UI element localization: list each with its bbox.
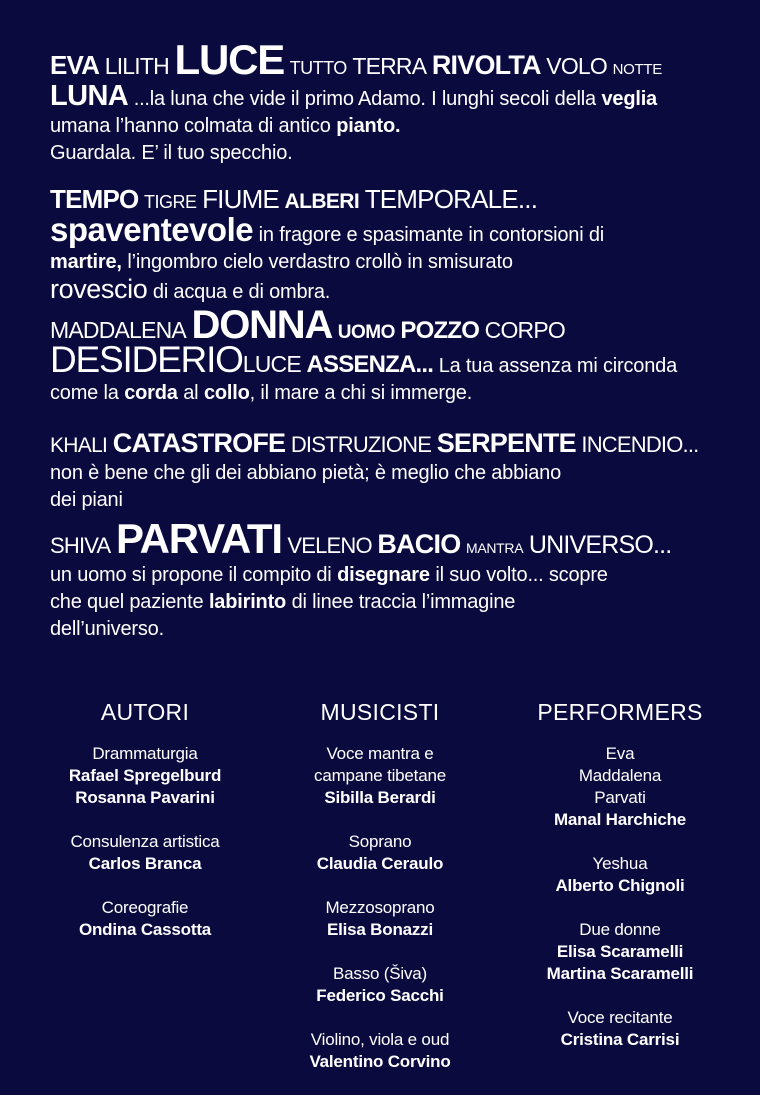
credit-name: Rosanna Pavarini [75,788,215,807]
credit-role: Parvati [594,788,646,807]
credit-role: Voce mantra e [326,744,434,763]
credits-column [260,699,500,1095]
word-token: l’ingombro cielo verdastro crollò in smisurato [127,251,513,273]
word-token: come la [50,382,119,404]
credit-name: Elisa Scaramelli [556,942,684,961]
word-token: SERPENTE [436,428,576,458]
word-token: CORPO [484,317,565,343]
text-line [50,515,744,562]
credit-group [260,897,500,941]
credit-name: Carlos Branca [88,854,202,873]
word-token: dell’universo. [50,618,164,640]
word-token: pianto. [336,115,401,137]
word-token: BACIO [377,529,461,559]
credits-heading: PERFORMERS [537,699,703,725]
credit-group [260,831,500,875]
word-token: che quel paziente [50,591,204,613]
credit-role: Maddalena [578,766,662,785]
text-line [50,36,744,83]
word-token: TIGRE [144,192,197,212]
credit-group [260,963,500,1007]
word-token: collo [203,382,250,404]
word-token: FIUME [202,184,279,214]
text-line [50,430,744,460]
text-line [50,460,744,487]
word-token: LUCE [174,36,285,83]
section-tempo [50,186,744,306]
credit-name: Claudia Ceraulo [316,854,444,873]
credit-role: Soprano [348,832,412,851]
credit-name: Alberto Chignoli [555,876,685,895]
word-token: Guardala. E’ il tuo specchio. [50,142,293,164]
word-token: TEMPO [50,184,139,214]
credit-role: campane tibetane [314,766,446,785]
word-token: TUTTO [289,58,347,78]
word-token: VOLO [546,53,608,79]
word-token: di acqua e di ombra. [152,281,331,303]
credits-heading: AUTORI [100,699,190,725]
word-token: TEMPORALE... [364,184,538,214]
credit-role: Violino, viola e oud [310,1030,450,1049]
text-line [50,140,744,167]
word-token: spaventevole [50,211,254,248]
credit-group [500,919,740,985]
word-token: ALBERI [284,190,360,213]
section-khali [50,430,744,514]
text-line [50,211,744,249]
credit-role: Eva [605,744,635,763]
text-line [50,276,744,306]
credit-role: Consulenza artistica [70,832,220,851]
word-token: La tua assenza mi circonda [438,355,677,377]
word-token: ...la luna che vide il primo Adamo. I lunghi secoli della [133,88,596,110]
credit-role: Voce recitante [567,1008,673,1027]
text-line [50,249,744,276]
credit-group [260,743,500,809]
credit-group [500,743,740,831]
credit-name: Ondina Cassotta [78,920,212,939]
word-token: DONNA [191,303,333,347]
word-token: disegnare [337,564,430,586]
credit-role: Basso (Šiva) [333,964,427,983]
word-token: il suo volto... scopre [435,564,608,586]
word-token: TERRA [352,53,427,79]
word-token: un uomo si propone il compito di [50,564,332,586]
credit-role: Coreografie [101,898,189,917]
text-line [50,380,744,407]
word-token: in fragore e spasimante in contorsioni di [258,224,604,246]
word-token: PARVATI [115,515,282,562]
credit-group [30,831,260,875]
text-line [50,562,744,589]
credit-group [260,1029,500,1073]
credits-block [0,699,760,1095]
word-token: labirinto [208,591,287,613]
credit-name: Federico Sacchi [316,986,444,1005]
word-token: SHIVA [50,533,111,558]
word-token: EVA [50,50,100,80]
word-token: LUNA [50,80,129,112]
word-token: UNIVERSO... [528,531,672,559]
credits-column [30,699,260,1095]
word-token: RIVOLTA [431,50,541,80]
text-line [50,339,744,380]
word-token: VELENO [287,533,372,558]
word-token: veglia [601,88,657,110]
section-shiva-parvati [50,515,744,643]
word-token: KHALI [50,434,108,457]
credit-role: Yeshua [592,854,648,873]
word-token: DESIDERIO [50,339,243,380]
credits-column [500,699,740,1095]
word-token: ASSENZA... [306,351,434,378]
credit-name: Sibilla Berardi [324,788,436,807]
credit-name: Valentino Corvino [309,1052,451,1071]
word-token: non è bene che gli dei abbiano pietà; è meglio che abbiano [50,462,562,484]
credit-role: Mezzosoprano [325,898,435,917]
word-token: martire, [50,251,122,273]
word-token: dei piani [50,489,123,511]
credit-group [500,853,740,897]
word-token: MANTRA [465,540,524,556]
credit-name: Martina Scaramelli [546,964,694,983]
text-line [50,616,744,643]
word-token: MADDALENA [50,317,186,343]
credit-name: Rafael Spregelburd [68,766,222,785]
word-token: LUCE [242,351,301,377]
word-token: corda [124,382,178,404]
credit-name: Cristina Carrisi [560,1030,680,1049]
credit-group [30,743,260,809]
section-eva-luna [50,36,744,167]
credit-group [30,897,260,941]
text-line [50,113,744,140]
word-token: , il mare a chi si immerge. [249,382,473,404]
word-token: di linee traccia l’immagine [291,591,516,613]
credit-name: Elisa Bonazzi [326,920,434,939]
credit-role: Drammaturgia [92,744,198,763]
word-token: DISTRUZIONE [290,432,432,457]
text-line [50,80,744,113]
word-token: umana l’hanno colmata di antico [50,115,331,137]
word-token: UOMO [337,322,395,343]
word-token: INCENDIO... [581,432,699,457]
credit-name: Manal Harchiche [553,810,687,829]
word-token: POZZO [400,317,480,344]
word-token: CATASTROFE [112,428,286,458]
word-token: NOTTE [612,61,662,78]
section-maddalena [50,303,744,407]
word-token: al [183,382,199,404]
text-line [50,589,744,616]
word-token: rovescio [50,274,148,304]
word-token: LILITH [104,53,169,79]
text-line [50,487,744,514]
credit-group [500,1007,740,1051]
credits-heading: MUSICISTI [320,699,440,725]
credit-role: Due donne [579,920,661,939]
